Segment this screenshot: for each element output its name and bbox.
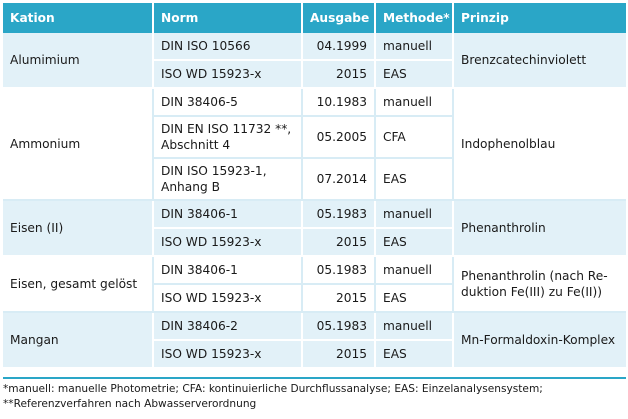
cell-methode: EAS [375, 284, 453, 312]
cell-prinzip [453, 256, 626, 312]
cell-methode: manuell [375, 256, 453, 284]
cell-prinzip-line1: Phenanthrolin (nach Re- [461, 269, 608, 283]
cation-methods-table [3, 3, 626, 369]
cell-ausgabe: 05.1983 [302, 256, 375, 284]
footnote-methods: *manuell: manuelle Photometrie; CFA: kontinuierliche Durchflussanalyse; EAS: Einzelanalysensystem; [3, 383, 543, 395]
cell-prinzip: Mn-Formaldoxin-Komplex [453, 312, 626, 368]
cell-ausgabe: 2015 [302, 340, 375, 368]
cell-ausgabe: 2015 [302, 60, 375, 88]
cell-norm: ISO WD 15923-x [153, 228, 302, 256]
cell-methode: manuell [375, 312, 453, 340]
header-prinzip: Prinzip [453, 3, 626, 33]
cell-methode: CFA [375, 116, 453, 158]
cell-norm: ISO WD 15923-x [153, 284, 302, 312]
cell-ausgabe: 2015 [302, 284, 375, 312]
cell-ausgabe: 05.1983 [302, 200, 375, 228]
cell-norm: DIN 38406-2 [153, 312, 302, 340]
table-header-row [3, 3, 626, 33]
cell-ausgabe: 10.1983 [302, 88, 375, 116]
cell-norm: DIN ISO 10566 [153, 33, 302, 60]
cell-prinzip: Indophenolblau [453, 88, 626, 200]
table-row [3, 33, 626, 60]
cell-norm: DIN 38406-1 [153, 200, 302, 228]
cell-methode: EAS [375, 340, 453, 368]
table-row [3, 256, 626, 284]
cell-kation: Alumimium [3, 33, 153, 88]
cell-prinzip: Brenzcatechinviolett [453, 33, 626, 88]
header-methode: Methode* [375, 3, 453, 33]
header-ausgabe: Ausgabe [302, 3, 375, 33]
cell-norm-line1: DIN ISO 15923-1, [161, 164, 267, 178]
cell-kation: Ammonium [3, 88, 153, 200]
cell-ausgabe: 07.2014 [302, 158, 375, 200]
cell-kation: Eisen, gesamt gelöst [3, 256, 153, 312]
cell-kation: Mangan [3, 312, 153, 368]
cell-methode: manuell [375, 88, 453, 116]
cell-ausgabe: 2015 [302, 228, 375, 256]
table-bottom-rule [3, 377, 626, 379]
cell-methode: manuell [375, 200, 453, 228]
cell-kation: Eisen (II) [3, 200, 153, 256]
cell-norm: DIN 38406-5 [153, 88, 302, 116]
table-row [3, 88, 626, 116]
table-row [3, 200, 626, 228]
cell-ausgabe: 05.2005 [302, 116, 375, 158]
footnote-reference: **Referenzverfahren nach Abwasserverordnung [3, 398, 257, 410]
cell-prinzip-line2: duktion Fe(III) zu Fe(II)) [461, 285, 603, 299]
table-row [3, 312, 626, 340]
cell-prinzip: Phenanthrolin [453, 200, 626, 256]
cell-ausgabe: 05.1983 [302, 312, 375, 340]
cell-norm [153, 116, 302, 158]
header-kation: Kation [3, 3, 153, 33]
cell-ausgabe: 04.1999 [302, 33, 375, 60]
cell-norm: DIN 38406-1 [153, 256, 302, 284]
cell-methode: EAS [375, 228, 453, 256]
cell-norm: ISO WD 15923-x [153, 60, 302, 88]
cell-norm-line1: DIN EN ISO 11732 **, [161, 122, 292, 136]
cell-methode: EAS [375, 60, 453, 88]
cell-norm-line2: Abschnitt 4 [161, 138, 231, 152]
cell-norm-line2: Anhang B [161, 180, 220, 194]
cell-methode: manuell [375, 33, 453, 60]
cell-methode: EAS [375, 158, 453, 200]
cell-norm: ISO WD 15923-x [153, 340, 302, 368]
header-norm: Norm [153, 3, 302, 33]
cell-norm [153, 158, 302, 200]
